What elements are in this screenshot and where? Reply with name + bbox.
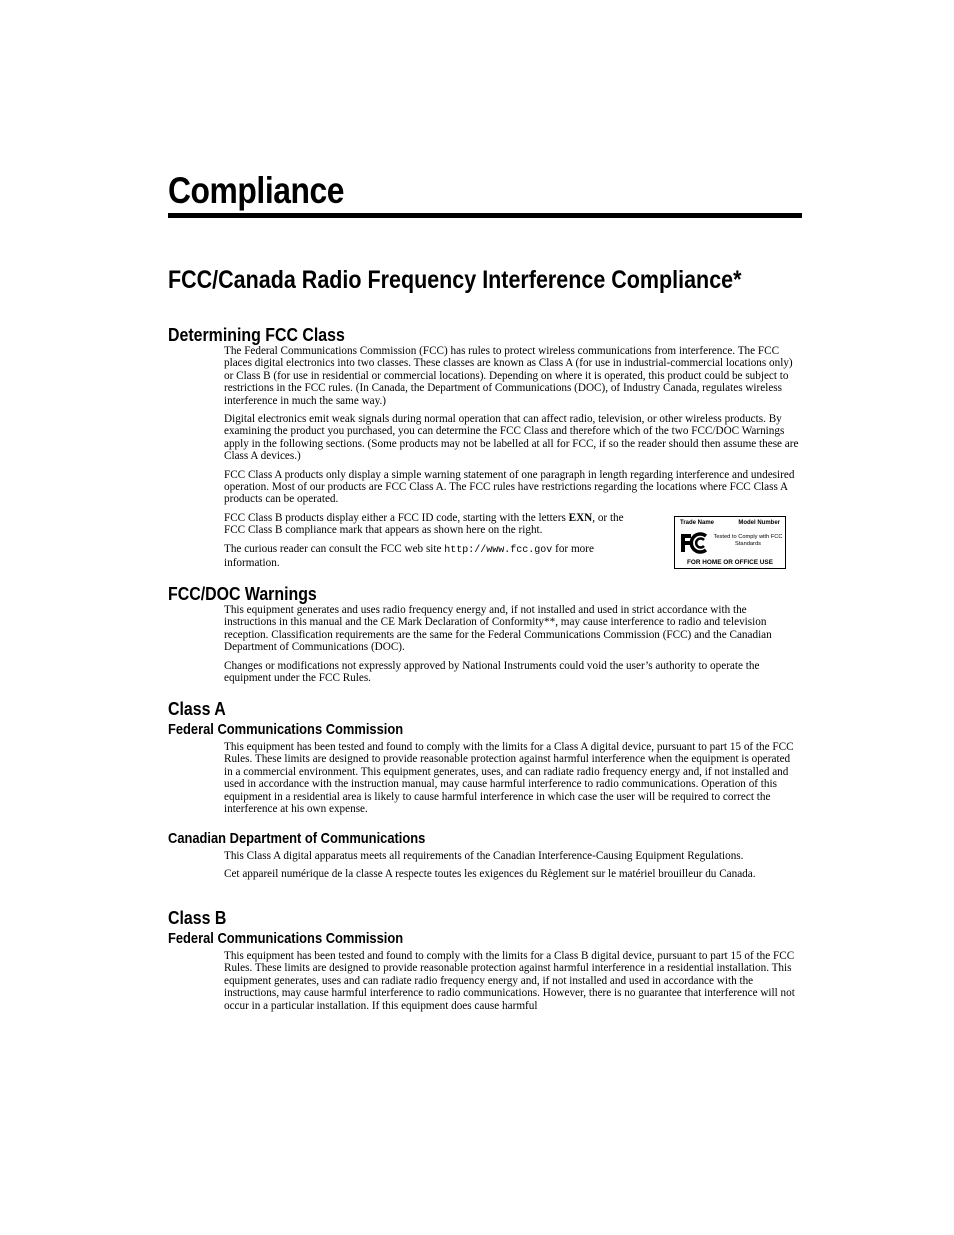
- page-title: Compliance: [168, 170, 345, 211]
- p5-text-b: for more information.: [224, 542, 594, 570]
- p4-text-a: FCC Class B products display either a FCC ID code, starting with the letters: [224, 511, 569, 524]
- determining-paragraph-5: [224, 543, 642, 570]
- determining-paragraph-3: FCC Class A products only display a simple warning statement of one paragraph in length regarding interference and undesired operation. Most of our products are FCC Class A. The FCC rules have restrictions regarding the locations where FCC Class A products can be operated.: [224, 468, 795, 506]
- p5-text-a: The curious reader can consult the FCC web site: [224, 542, 445, 555]
- heading-class-a: Class A: [168, 698, 226, 719]
- fcc-mark-trade-name: Trade Name: [680, 520, 715, 526]
- warnings-body: [224, 604, 800, 690]
- fcc-logo-icon: [679, 532, 709, 554]
- class-b-fcc-body: [224, 950, 800, 1018]
- class-a-canadian-body: [224, 850, 800, 887]
- class-a-fcc-paragraph: This equipment has been tested and found to comply with the limits for a Class A digital device, pursuant to part 15 of the FCC Rules. These limits are designed to provide reasonable protection against harmful interference when the equipment is operated in a commercial environment. This equipment generates, uses, and can radiate radio frequency energy and, if not installed and used in accordance with the instruction manual, may cause harmful interference to radio communications. Operation of this equipment in a residential area is likely to cause harmful interference in which case the user will be required to correct the interference at his own expense.: [224, 741, 794, 816]
- determining-paragraph-2: Digital electronics emit weak signals during normal operation that can affect radio, television, or other wireless products. By examining the product you purchased, you can determine the FCC Class and therefore which of the two FCC/DOC Warnings apply in the following sections. (Some products may not be labelled at all for FCC, if so the reader should then assume these are Class A devices.): [224, 413, 799, 463]
- heading-fcc-doc-warnings: FCC/DOC Warnings: [168, 583, 317, 604]
- heading-class-b: Class B: [168, 907, 227, 928]
- heading-class-b-fcc: Federal Communications Commission: [168, 930, 404, 947]
- class-b-fcc-paragraph: This equipment has been tested and found to comply with the limits for a Class B digital device, pursuant to part 15 of the FCC Rules. These limits are designed to provide reasonable protection against harmful interference in a residential installation. This equipment generates, uses and can radiate radio frequency energy and, if not installed and used in accordance with the instructions, may cause harmful interference to radio communications. However, there is no guarantee that interference will not occur in a particular installation. If this equipment does cause harmful: [224, 950, 795, 1012]
- heading-determining-fcc-class: Determining FCC Class: [168, 324, 345, 345]
- fcc-website-link[interactable]: http://www.fcc.gov: [444, 544, 553, 556]
- fcc-id-prefix: EXN: [568, 511, 593, 524]
- fcc-mark-tested-text: Tested to Comply with FCC Standards: [713, 534, 783, 547]
- class-a-canadian-paragraph-2: Cet appareil numérique de la classe A respecte toutes les exigences du Règlement sur le matériel brouilleur du Canada.: [224, 868, 756, 881]
- class-a-canadian-paragraph-1: This Class A digital apparatus meets all requirements of the Canadian Interference-Causing Equipment Regulations.: [224, 850, 744, 862]
- section-title: FCC/Canada Radio Frequency Interference Compliance*: [168, 266, 742, 294]
- title-rule: [168, 213, 802, 218]
- fcc-mark-home-office: FOR HOME OR OFFICE USE: [687, 559, 773, 566]
- heading-class-a-canadian: Canadian Department of Communications: [168, 830, 426, 847]
- warnings-paragraph-1: This equipment generates and uses radio frequency energy and, if not installed and used in strict accordance with the instructions in this manual and the CE Mark Declaration of Conformity**, may cause interference to radio and television reception. Classification requirements are the same for the Federal Communications Commission (FCC) and the Canadian Department of Communications (DOC).: [224, 604, 772, 654]
- heading-class-a-fcc: Federal Communications Commission: [168, 721, 404, 738]
- warnings-paragraph-2: Changes or modifications not expressly approved by National Instruments could void the user’s authority to operate the equipment under the FCC Rules.: [224, 659, 760, 685]
- fcc-mark-model-number: Model Number: [738, 520, 780, 526]
- determining-paragraph-4: [224, 512, 642, 537]
- p4-text-b: , or the FCC Class B compliance mark that appears as shown here on the right.: [224, 511, 624, 537]
- fcc-compliance-mark: [674, 516, 786, 569]
- class-a-fcc-body: [224, 741, 800, 821]
- determining-paragraph-1: The Federal Communications Commission (FCC) has rules to protect wireless communications from interference. The FCC places digital electronics into two classes. These classes are known as Class A (for use in industrial-commercial locations only) or Class B (for use in residential or commercial locations). Depending on where it is operated, this product could be subject to restrictions in the FCC rules. (In Canada, the Department of Communications (DOC), of Industry Canada, regulates wireless interference in much the same way.): [224, 345, 793, 407]
